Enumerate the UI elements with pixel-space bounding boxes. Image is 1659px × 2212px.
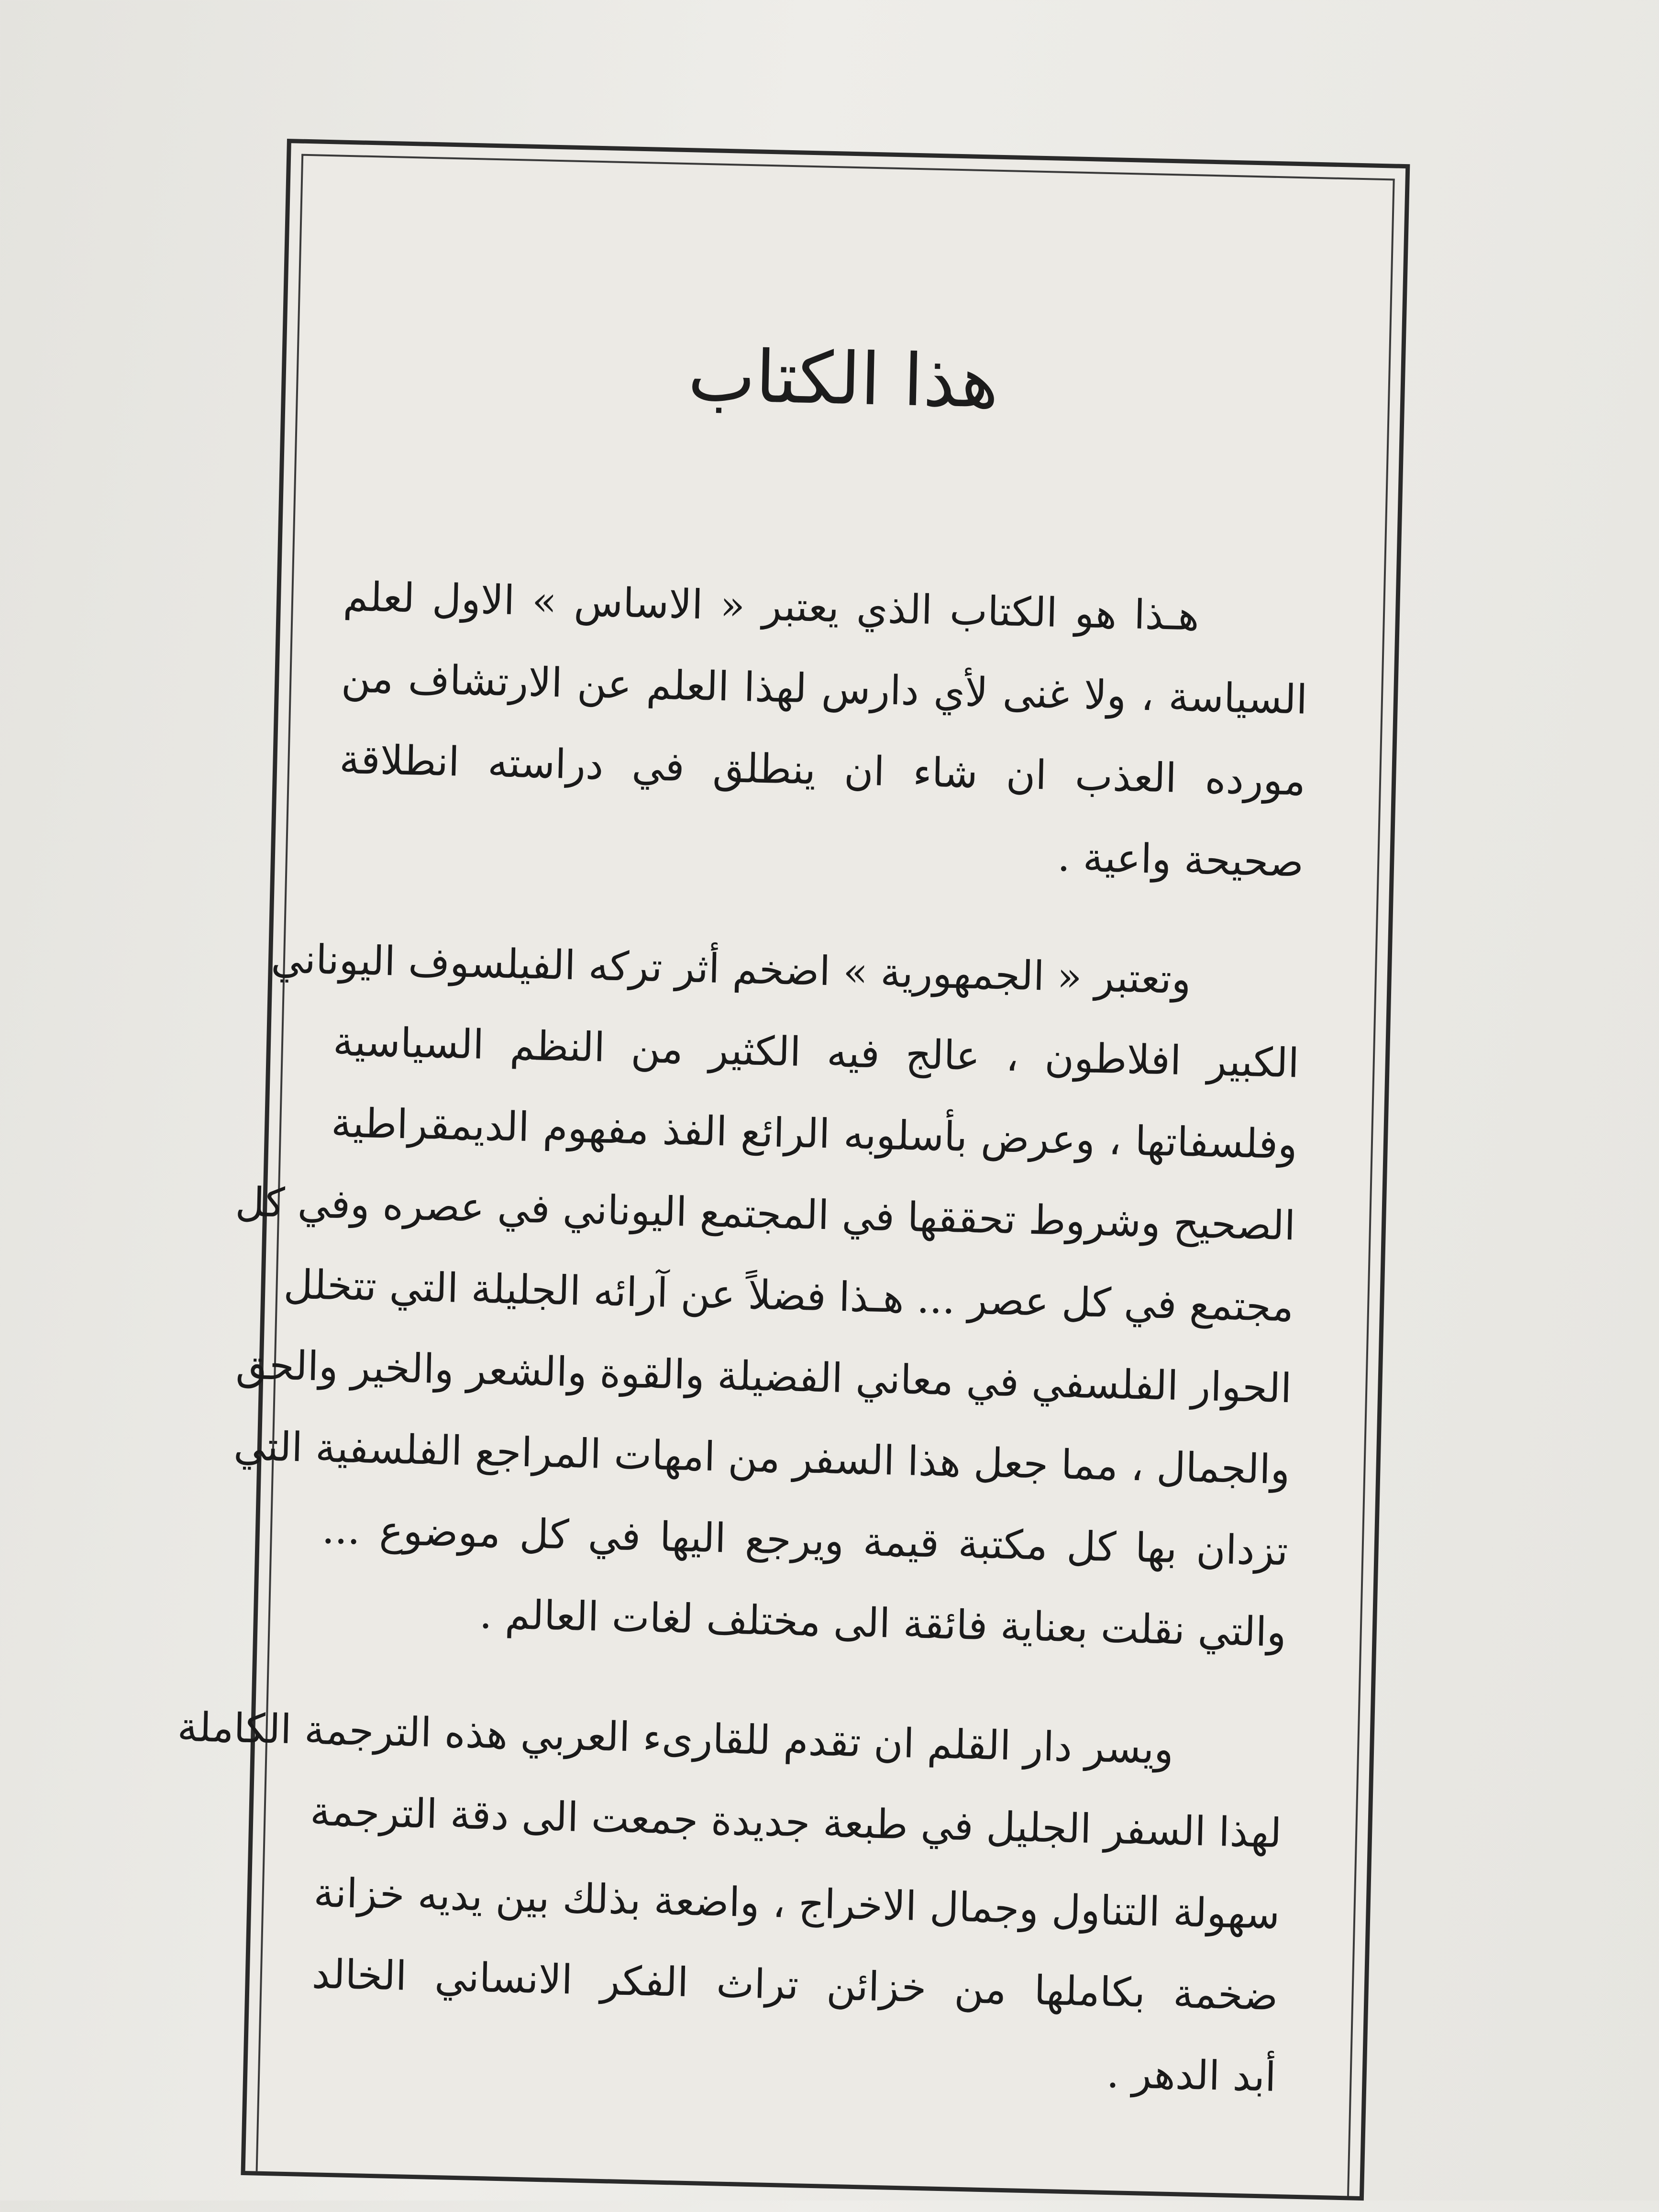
text-line: صحيحة واعية .	[1057, 833, 1305, 886]
page-body	[177, 556, 1310, 2118]
text-line: مجتمع في كل عصر ... هـذا فضلاً عن آرائه الجليلة التي تتخلل	[283, 1261, 1294, 1331]
text-line: مورده العذب ان شاء ان ينطلق في دراسته انطلاقة	[339, 735, 1306, 805]
page-title: هذا الكتاب	[687, 334, 1000, 424]
text-line: لهذا السفر الجليل في طبعة جديدة جمعت الى دقة الترجمة	[310, 1788, 1283, 1857]
text-line: ويسر دار القلم ان تقدم للقارىء العربي هذه الترجمة الكاملة	[177, 1703, 1174, 1773]
paragraph	[177, 1689, 1284, 2118]
text-line: السياسة ، ولا غنى لأي دارس لهذا العلم عن الارتشاف من	[341, 654, 1308, 723]
text-line: وفلسفاتها ، وعرض بأسلوبه الرائع الفذ مفهوم الديمقراطية	[331, 1099, 1298, 1168]
paragraph	[233, 919, 1302, 1673]
text-line: والجمال ، مما جعل هذا السفر من امهات المراجع الفلسفية التي	[233, 1422, 1291, 1493]
text-line: الكبير افلاطون ، عالج فيه الكثير من النظم السياسية	[332, 1018, 1300, 1087]
paragraph	[337, 556, 1310, 903]
text-line: الحوار الفلسفي في معاني الفضيلة والقوة والشعر والخير والحق	[235, 1341, 1293, 1412]
text-line: تزدان بها كل مكتبة قيمة ويرجع اليها في كل موضوع ...	[321, 1505, 1289, 1575]
text-line: والتي نقلت بعناية فائقة الى مختلف لغات العالم .	[479, 1590, 1287, 1656]
text-line: سهولة التناول وجمال الاخراج ، واضعة بذلك بين يديه خزانة	[313, 1869, 1281, 1938]
text-line: وتعتبر « الجمهورية » اضخم أثر تركه الفيلسوف اليوناني	[270, 935, 1192, 1003]
page-border-frame	[177, 139, 1410, 2201]
text-line: هـذا هو الكتاب الذي يعتبر « الاساس » الاول لعلم	[343, 573, 1200, 640]
text-line: ضخمة بكاملها من خزائن تراث الفكر الانساني الخالد	[311, 1950, 1279, 2019]
text-line: أبد الدهر .	[1106, 2049, 1277, 2101]
text-line: الصحيح وشروط تحققها في المجتمع اليوناني في عصره وفي كل	[234, 1178, 1296, 1250]
